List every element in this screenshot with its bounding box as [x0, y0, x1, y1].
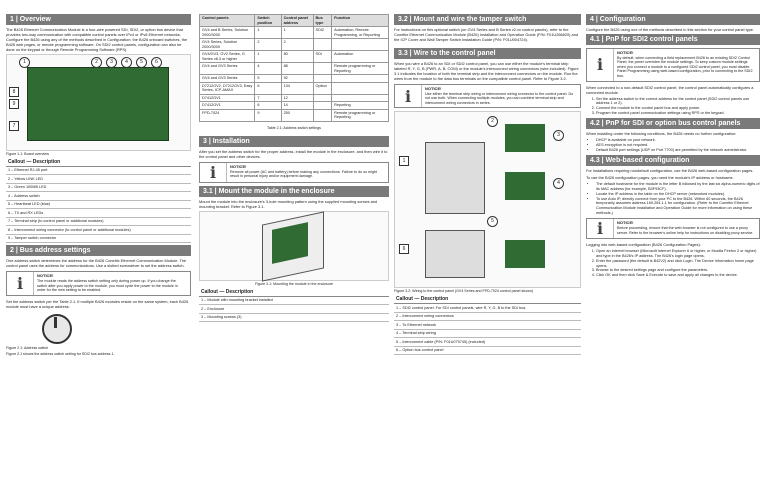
table-row: 2 – Interconnect wiring connectors [394, 312, 581, 321]
info-icon: i [209, 162, 217, 182]
switch-pointer-icon [54, 317, 57, 328]
column-1 [6, 14, 191, 359]
rotary-switch-icon [42, 314, 72, 344]
column-3 [394, 14, 581, 357]
callout-table [394, 296, 581, 356]
notice-text: Use either the terminal strip wiring or interconnect wiring connector to the control panel. Do not use both. When connecting multiple modules, you can combine terminal strip and interconnect wiring connectors in series. [425, 91, 574, 105]
info-icon: i [16, 274, 24, 294]
callout-marker: 4 [553, 178, 564, 189]
table-row: GV4 and B Series, Solution 2000/3000 1 1 SDI2 Automation, Remote Programming, or Reporting [200, 27, 389, 39]
module-image [505, 124, 545, 152]
table-row: 2 – Enclosure [199, 305, 389, 314]
column-2 [199, 14, 389, 324]
callout-marker: 2 [487, 116, 498, 127]
address-setting-text: Set the address switch per the Table 2.1. If multiple B426 modules reside on the same system, each B426 module must have a unique address. [6, 298, 189, 309]
pnp-sdi-text: When installing under the following conditions, the B426 needs no further configuration: [586, 131, 737, 137]
info-icon: i [596, 55, 604, 75]
notice-box [586, 218, 760, 239]
list-item: 3. Browse to the desired settings page and configure the parameters. [596, 268, 760, 273]
section-header-tamper: 3.2 | Mount and wire the tamper switch [394, 14, 581, 25]
wiring-figure [394, 111, 581, 288]
section-header-overview: 1 | Overview [6, 14, 191, 25]
table-row: 1 – Module with mounting bracket installed [199, 296, 389, 305]
mounting-figure [199, 211, 389, 281]
board-overview-figure [6, 54, 191, 151]
section-header-web-config: 4.3 | Web-based configuration [586, 155, 760, 166]
list-item: 2. Connect the module to the control panel bus and apply power. [596, 106, 760, 111]
section-header-installation: 3 | Installation [199, 136, 389, 147]
callout-marker: 1 [19, 57, 30, 68]
login-text: Logging into web-based configuration (B426 Configuration Pages): [586, 242, 701, 248]
figure-caption-note: Figure 2.1 shows the address switch setting for SDI2 bus address 1. [6, 352, 115, 357]
pnp-sdi-conditions [586, 138, 760, 152]
module-image [505, 240, 545, 268]
notice-box [586, 48, 760, 82]
figure-caption: Figure 2.1: Address switch [6, 345, 49, 350]
callout-table [199, 288, 389, 322]
section-header-mount-module: 3.1 | Mount the module in the enclosure [199, 186, 389, 197]
table-row: 5 – Heartbeat LED (blue) [6, 200, 191, 209]
table-row: 2 – Yellow LINK LED [6, 175, 191, 184]
overview-text: The B426 Ethernet Communication Module is a four-wire powered SDI, SDI2, or option bus device that provides two-way communication with compatible control panels over IPv4 or IPv6 Ethernet networks. Configure the B426 using any of the methods described in Configuration: the B426 onboard switches, the B426 web pages, or remote programming software. On SDI2 control panels, configuration can also be done on the keypad or through Remote Programming Software (RPS). [6, 27, 188, 52]
notice-text: Before proceeding, ensure that the web browser is not configured to use a proxy server. Refer to the browser's online help for instructions on disabling proxy service. [617, 226, 754, 235]
table-row: 4 – Terminal strip wiring [394, 329, 581, 338]
info-icon: i [596, 219, 604, 239]
wire-panel-text: When you wire a B426 to an SDI or SDI2 control panel, you can use either the module's terminal strip labeled R, Y, G, B (PWR, A, B, COM) or the module's interconnect wiring connectors (wire included). Figure 3.1 indicates the location of both the terminal strip and the interconnect connectors on the module. Run the wires from the module to the data bus terminals on the compatible control panel. Refer to Figure 3.2. [394, 61, 579, 81]
callout-marker: 7 [9, 121, 19, 131]
table-caption: Table 2.1: Address switch settings [267, 125, 321, 130]
notice-text: Remove all power (AC and battery) before making any connections. Failure to do so might result in personal injury and/or equipment damage. [230, 169, 378, 179]
table-row: GV4 and GV3 Series 5 92 [200, 75, 389, 83]
list-item: 1. Open an Internet browser (Microsoft Internet Explorer 6 or higher, or Mozilla Firefox 2 or higher) and type in the B426's IP address. The B426's login page opens. [596, 249, 760, 258]
section-header-bus-address: 2 | Bus address settings [6, 245, 191, 256]
bus-address-text: One address switch determines the address for the B426 Conettix Ethernet Communication Module. The control panel uses the address for communications. Use a slotted screwdriver to set the address switch. [6, 258, 187, 269]
table-header: Control panels [200, 15, 255, 27]
pnp-sdi2-text: When connected to a non-default SDI2 control panel, the control panel automatically configures a connected module. [586, 84, 754, 95]
callout-table-header: Callout — Description [6, 158, 191, 166]
control-panel-image [425, 142, 485, 214]
list-item: 1. Set the address switch to the correct address for the control panel (SDI2 control panels use address 1 or 2). [596, 97, 760, 106]
table-row: GV4 Series, Solution 2000/3000 2 2 [200, 39, 389, 51]
table-header: Bus type [313, 15, 332, 27]
figure-caption: Figure 1.1: Board overview [6, 152, 49, 156]
callout-marker: 9 [9, 99, 19, 109]
address-switch-figure [6, 311, 191, 345]
table-row: 5 – Interconnect cable (P/N: F01U079745) (included) [394, 338, 581, 347]
table-row: 4 – Address switch [6, 192, 191, 201]
table-header: Switch position [255, 15, 281, 27]
list-item: 4. Click OK and then click Save & Execute to save and apply all changes to the device. [596, 273, 760, 278]
table-header: Control panel address [281, 15, 313, 27]
figure-caption: Figure 3.2: Wiring to the control panel (GV4 Series and FPD-7024 control panel shown) [394, 289, 534, 294]
callout-marker: 6 [399, 244, 409, 254]
module-image [505, 172, 545, 200]
tamper-text: For instructions on this optional switch (on GV4 Series and B Series v2.xx control panels), refer to the Conettix Ethernet Communication Module (B426) Installation and Operation Guide (P/N: F01U266820) and the ICP Cover and Wall Tamper Switch Installation Guide (P/N: F01U004724). [394, 27, 579, 42]
notice-text: By default, when connecting a field replacement B426 to an existing SDI2 Control Panel, the panel overrides the module settings. To keep custom module settings when you connect a module to a configured SDI2 control panel, you must disable Panel Programming using web-based configuration, prior to connecting to the SDI2 bus. [617, 55, 753, 78]
callout-table-header: Callout — Description [394, 296, 581, 304]
table-row: 1 – SDI2 control panel. For SDI control panels, wire R, Y, G, B to the SDI bus. [394, 304, 581, 313]
section-header-wire-panel: 3.3 | Wire to the control panel [394, 48, 581, 59]
list-item: • AES encryption is not required. [596, 143, 760, 148]
option-bus-panel-image [425, 230, 485, 278]
address-switch-table [199, 14, 389, 122]
notice-title: NOTICE! [37, 273, 54, 279]
table-row: GV4 and GV3 Series 4 88 Remote programming or Reporting [200, 63, 389, 75]
table-row: GV4/GV3, GV2 Series, G Series v8.3 or higher 1 80 SDI Automation [200, 51, 389, 63]
callout-marker: 5 [136, 57, 147, 68]
callout-marker: 6 [151, 57, 162, 68]
login-steps [586, 249, 760, 277]
callout-marker: 8 [9, 87, 19, 97]
mount-module-text: Mount the module into the enclosure's 3-hole mounting pattern using the supplied mounting screws and mounting bracket. Refer to Figure 3.1. [199, 198, 378, 209]
notice-box [6, 271, 191, 295]
table-row: 6 – TX and RX LEDs [6, 209, 191, 218]
callout-marker: 1 [399, 156, 409, 166]
callout-marker: 5 [487, 216, 498, 227]
callout-marker: 3 [553, 130, 564, 141]
table-row: 1 – Ethernet RJ-45 port [6, 166, 191, 175]
table-row: 7 – Terminal strip (to control panel or additional modules) [6, 217, 191, 226]
installation-text: After you set the address switch for the proper address, install the module in the enclosure, and then wire it to the control panel and other devices. [199, 148, 388, 159]
web-config-text-2: To use the B426 configuration pages, you need the module's IP address or hostname. [586, 175, 734, 181]
table-row: 3 – Green 100MB LED [6, 183, 191, 192]
callout-marker: 2 [91, 57, 102, 68]
list-item: • Default B426 port settings (UDP on Port 7700) are permitted by the network administrator. [596, 148, 760, 153]
callout-table [6, 158, 191, 243]
notice-title: NOTICE! [230, 163, 247, 169]
notice-title: NOTICE! [425, 86, 442, 91]
table-row: 3 – To Ethernet network [394, 321, 581, 330]
column-4 [586, 14, 760, 278]
section-header-pnp-sdi2: 4.1 | PnP for SDI2 control panels [586, 34, 760, 45]
web-config-methods [586, 182, 760, 215]
table-row: 6 – Option bus control panel [394, 346, 581, 355]
info-icon: i [404, 86, 412, 106]
list-item: 3. Program the control panel communication settings using RPS or the keypad. [596, 111, 760, 116]
table-row: FPD-7024 9 250 Remote programming or Reporting [200, 109, 389, 121]
table-row: 3 – Mounting screws (3) [199, 313, 389, 322]
list-item: • DHCP is available on your network. [596, 138, 760, 143]
table-row: 8 – Interconnect wiring connector (to control panel or additional modules) [6, 226, 191, 235]
section-header-pnp-sdi: 4.2 | PnP for SDI or option bus control panels [586, 118, 760, 129]
table-row: 9 – Tamper switch connector [6, 234, 191, 243]
module-board-image [27, 67, 169, 141]
notice-text: The module reads the address switch setting only during power up. If you change the switch after you apply power to the module, you must cycle the power to the module in order for the new setting to be enabled. [37, 279, 178, 293]
table-row: D7412GV1 8 14 Reporting [200, 102, 389, 110]
figure-caption: Figure 3.1: Mounting the module in the enclosure [254, 281, 334, 286]
configuration-text: Configure the B426 using one of the methods described in this section for your control panel type. [586, 27, 755, 32]
list-item: • Locate the IP address in the table on the DHCP server (networked modules). [596, 192, 760, 197]
callout-table-header: Callout — Description [199, 288, 389, 296]
notice-box [394, 84, 581, 108]
notice-title: NOTICE! [617, 220, 634, 226]
list-item: 2. Enter the password (the default is B42V2) and click Login. The Device Information home page opens. [596, 259, 760, 268]
pnp-sdi2-steps [586, 97, 760, 116]
web-config-text: For installations requiring nondefault configuration, use the B426 web-based configuration pages. [586, 168, 754, 174]
list-item: • To use Auto IP, directly connect from your PC to the B426. Within 60 seconds, the B426 temporarily assumes address 169.254.1.1 for configuration. (Refer to the Conettix Ethernet Communication Module Installation and Operation Guide for more information on using these methods.) [596, 197, 760, 216]
callout-marker: 4 [121, 57, 132, 68]
section-header-configuration: 4 | Configuration [586, 14, 760, 25]
notice-box [199, 162, 389, 183]
callout-marker: 3 [106, 57, 117, 68]
notice-title: NOTICE! [617, 50, 634, 55]
table-row: D7212GV2, D7212GV3, Easy Series, ICP-AMAX 6 134 Option [200, 82, 389, 94]
list-item: • The default hostname for the module is the letter B followed by the last six alpha-numeric digits of its MAC address (for example, B3F93CF). [596, 182, 760, 191]
table-row: D7412GV1 7 12 [200, 94, 389, 102]
table-header: Function [332, 15, 389, 27]
